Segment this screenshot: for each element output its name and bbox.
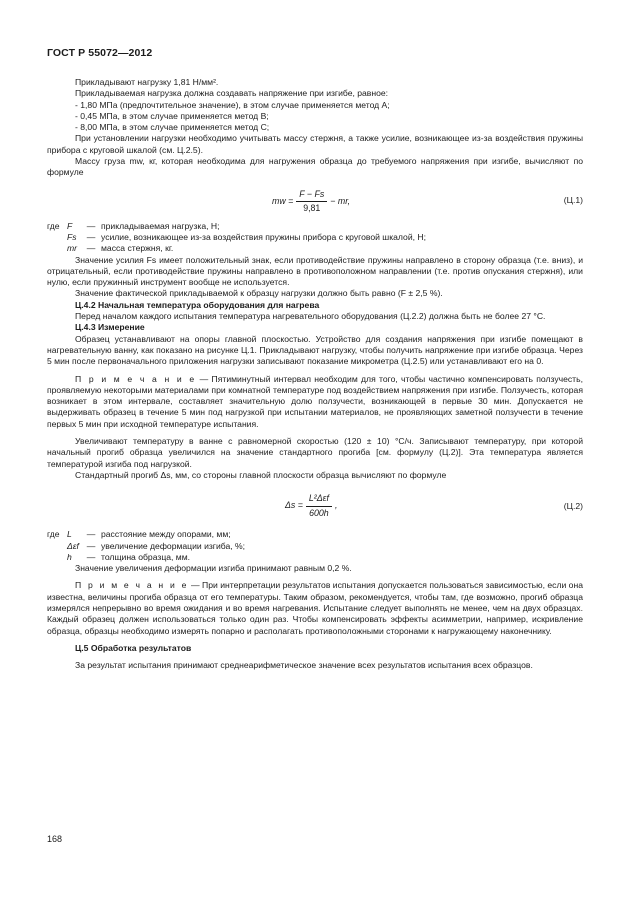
definition-row [47,221,583,232]
list-item: - 1,80 МПа (предпочтительное значение), в этом случае применяется метод А; [75,99,390,110]
definition-symbol: F [67,220,73,231]
definition-dash: — [86,243,96,254]
definition-symbol: mr [67,243,78,254]
formula-rhs: − mr, [330,195,351,206]
paragraph: За результат испытания принимают среднеарифметическое значение всех результатов испытания всех образцов. [75,660,533,671]
formula-number: (Ц.2) [563,501,583,512]
definition-dash: — [86,540,96,551]
note-label: П р и м е ч а н и е [75,373,197,384]
section-heading: Ц.4.2 Начальная температура оборудования для нагрева [75,299,320,310]
definition-dash: — [86,529,96,540]
definition-where: где [47,529,60,540]
formula-denominator: 600h [309,507,329,518]
formula-numerator: L²Δεf [306,493,332,506]
note-text: — Пятиминутный интервал необходим для того, чтобы частично компенсировать ползучесть, проявляемую некоторыми материалами при комнатной температуре под воздействием напряжения при изгибе. Ползучесть, которая возникает в этом интервале, составляет значительную долю ползучести, возникающей в первые 30 мин. Допускается не выдерживать образец в течение 5 мин под нагрузкой при испытании материалов, не проявляющих заметной ползучести в течение первых 5 мин при исходной температуре испытания. [47,373,583,429]
note-text: — При интерпретации результатов испытания допускается пользоваться зависимостью, если она известна, величины прогиба образца от его температуры. Таким образом, рекомендуется, чтобы там, где возможно, прогиб образца измерялся непрерывно во время ожидания и во время нагревания. Испытание следует выполнять не менее, чем на двух образцах. Каждый образец должен использоваться только один раз. Чтобы компенсировать эффекты асимметрии, например, искривление образца, образцы необходимо измерять попарно и располагать противоположными сторонами к нагружающему наконечнику. [47,580,583,636]
paragraph: Значение фактической прикладываемой к образцу нагрузки должно быть равно (F ± 2,5 %). [75,288,443,299]
paragraph: При установлении нагрузки необходимо учитывать массу стержня, а также усилие, возникающее из-за воздействия пружины прибора с круговой шкалой (см. Ц.2.5). [47,133,583,155]
note [47,580,583,636]
section-heading: Ц.4.3 Измерение [75,322,145,333]
paragraph: Прикладывают нагрузку 1,81 Н/мм². [75,77,219,87]
paragraph: Массу груза mw, кг, которая необходима для нагружения образца до требуемого напряжения при изгибе, вычисляют по формуле [47,156,583,178]
paragraph: Значение усилия Fs имеет положительный знак, если противодействие пружины направлено в сторону образца (т.е. вниз), и отрицательный, если противодействие пружины направлено в противоположном направлении (т.е. против опускания стержня), или нулю, если пружинный инструмент вообще не используется. [47,254,583,288]
paragraph: Значение увеличения деформации изгиба принимают равным 0,2 %. [75,563,352,574]
formula-body [285,493,337,519]
formula-c1 [47,187,583,217]
definition-text: масса стержня, кг. [101,243,174,254]
definition-row [47,232,583,243]
definition-dash: — [86,220,96,231]
note-label: П р и м е ч а н и е [75,580,189,591]
definition-symbol: h [67,551,72,562]
paragraph: Стандартный прогиб Δs, мм, со стороны главной плоскости образца вычисляют по формуле [75,469,447,480]
section-heading: Ц.5 Обработка результатов [75,642,192,653]
formula-body [272,189,350,215]
definition-text: прикладываемая нагрузка, Н; [101,220,220,231]
paragraph: Перед началом каждого испытания температура нагревательного оборудования (Ц.2.2) должна быть не более 27 °С. [75,311,546,322]
page-number: 168 [47,834,63,844]
definition-where: где [47,220,60,231]
formula-number: (Ц.1) [563,194,583,205]
definition-row [47,552,583,563]
formula-c2 [47,491,583,525]
definition-text: расстояние между опорами, мм; [101,529,231,540]
paragraph: Увеличивают температуру в ванне с равномерной скоростью (120 ± 10) °С/ч. Записывают температуру, при которой начальный прогиб образца увеличился на значение стандартного прогиба [см. формулу (Ц.2)]. Эта температура является температурой изгиба под нагрузкой. [47,436,583,469]
definition-symbol: L [67,529,72,540]
definition-dash: — [86,231,96,242]
formula-numerator: F − Fs [296,189,327,202]
formula-lhs: Δs = [285,500,303,511]
formula-rhs: , [334,500,338,511]
paragraph: Прикладываемая нагрузка должна создавать напряжение при изгибе, равное: [75,88,389,99]
definition-where [47,541,67,552]
definition-text: усилие, возникающее из-за воздействия пружины прибора с круговой шкалой, Н; [101,231,426,242]
list-item: - 8,00 МПа, в этом случае применяется метод С; [75,122,270,133]
definition-where [47,552,67,563]
paragraph: Образец устанавливают на опоры главной плоскостью. Устройство для создания напряжения при изгибе помещают в нагревательную ванну, как показано на рисунке Ц.1. Прикладывают нагрузку, чтобы получить напряжение при изгибе образца. Через 5 мин после первоначального приложения нагрузки записывают показание микрометра (Ц.2.5) или устанавливают его на 0. [47,333,583,367]
formula-lhs: mw = [272,195,294,206]
formula-fraction [296,189,327,215]
definition-symbol: Fs [67,231,77,242]
definition-dash: — [86,551,96,562]
document-header: ГОСТ Р 55072—2012 [47,47,153,59]
definition-row [47,243,583,254]
formula-fraction [306,493,332,519]
document-body [47,77,583,671]
definition-text: увеличение деформации изгиба, %; [101,540,246,551]
definition-row [47,529,583,540]
definition-symbol: Δεf [67,540,79,551]
definition-where [47,243,67,254]
definition-where [47,232,67,243]
note [47,374,583,430]
definition-text: толщина образца, мм. [101,551,191,562]
definition-row [47,541,583,552]
list-item: - 0,45 МПа, в этом случае применяется метод В; [75,110,269,121]
formula-denominator: 9,81 [303,202,321,213]
